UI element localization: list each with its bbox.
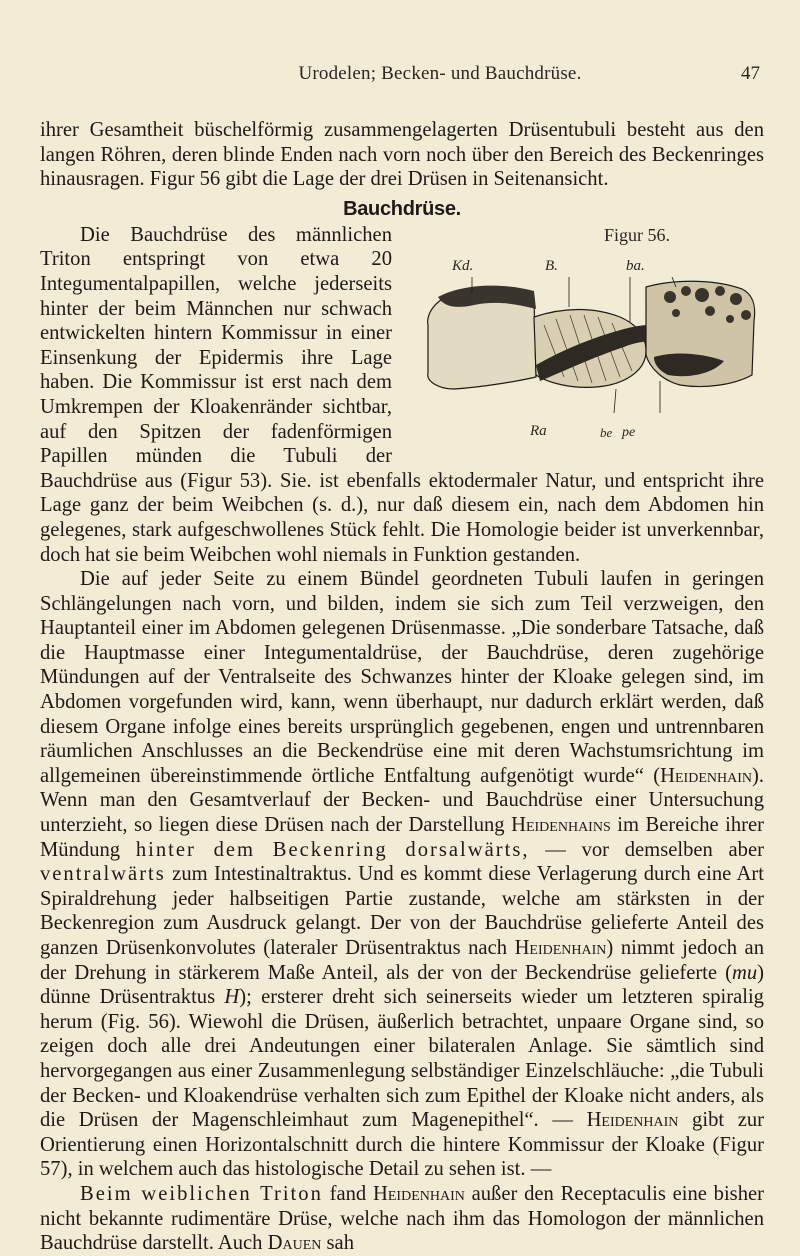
page-number: 47 — [741, 63, 760, 84]
paragraph-intro: ihrer Gesamtheit büschelförmig zusammengelagerten Drüsentubuli besteht aus den langen Röhren, deren blinde Enden nach vorn noch über den Bereich des Beckenringes hinausragen. Figur 56 gibt die Lage der drei Drüsen in Seitenansicht. — [40, 119, 764, 191]
section-heading: Bauchdrüse. — [343, 197, 461, 220]
author-name: Heidenhain — [514, 937, 607, 959]
text-run: zum Intestinaltraktus. Und es kommt diese Verlagerung durch eine Art Spiraldrehung jeder halbseitigen Partie zustande, welche am stärksten in der Beckenregion zum Ausdruck gelangt. Der von der Bauchdrüse gelieferte Anteil des ganzen Drüsenkonvolutes (lateraler Drüsentraktus nach — [40, 863, 764, 959]
figure-label-kd: Kd. — [452, 257, 474, 274]
author-name: Dauen — [267, 1232, 322, 1255]
figure-label-pe: pe — [622, 424, 636, 440]
author-name: Heidenhain — [660, 764, 752, 787]
emphasis-spaced: ventralwärts — [40, 863, 166, 886]
figure-label-ba: ba. — [626, 257, 645, 274]
italic-symbol: H — [224, 986, 240, 1009]
text-run: Die auf jeder Seite zu einem Bündel geordneten Tubuli laufen in geringen Schlängelungen nach vorn, und bilden, indem sie sich zum Teil verzweigen, den Hauptanteil einer im Abdomen gelegenen Drüsenmasse. „Die sonderbare Tatsache, daß die Hauptmasse einer Integumentaldrüse, der Bauchdrüse, deren zugehörige Mündungen auf der Ventralseite des Schwanzes hinter der Kloake gelegen sind, im Abdomen vorgefunden wird, kann, wenn überhaupt, nur dadurch erklärt werden, daß diesem Organe infolge eines bereits ursprünglich gegebenen, engen und untrennbaren räumlichen Anschlusses an die Beckendrüse eine mit deren Wachstumsrichtung im allgemeinen übereinstimmende örtliche Entfaltung aufgenötigt wurde“ ( — [40, 568, 764, 787]
text-run: gibt zur Orientierung einen Horizontalschnitt durch die hintere Kommissur der Kloake (Figur 57), in welchem auch das histologische Detail zu sehen ist. — — [40, 1109, 764, 1181]
paragraph-tubuli — [40, 567, 764, 1182]
figure-caption: Figur 56. — [604, 224, 671, 245]
paragraph-bauchdruese: Die Bauchdrüse des männlichen Triton entspringt von etwa 20 Integumentalpapillen, welche jederseits hinter der beim Männchen nur schwach entwickelten hintern Kommissur in einer Einsenkung der Epidermis ihre Lage haben. Die Kommissur ist erst nach dem Umkrempen der Kloakenränder sichtbar, auf den Spitzen der fadenförmigen Papillen münden die Tubuli der Bauchdrüse aus (Figur 53). Sie. ist ebenfalls ektodermaler Natur, und entspricht ihre Lage ganz der beim Weibchen (s. d.), nur daß diesem ein, nach dem Abdomen hin gelegenes, stark aufgeschwollenes Stück fehlt. Die Homologie beider ist unverkennbar, doch hat sie beim Weibchen wohl niemals in Funktion gestanden. — [40, 223, 764, 566]
text-run: ). Wenn man den Gesamtverlauf der Becken- und Bauchdrüse einer Untersuchung unterzieht, so liegen diese Drüsen nach der Darstellung — [40, 764, 764, 837]
page-header — [0, 63, 800, 93]
figure-56 — [402, 225, 766, 441]
body-text — [40, 118, 764, 1256]
italic-symbol: mu — [731, 961, 758, 984]
author-name: Heidenhains — [511, 814, 611, 837]
text-run: ) nimmt jedoch an der Drehung in stärkerem Maße Anteil, als der von der Beckendrüse gelieferte ( — [40, 937, 764, 984]
text-run: fand — [322, 1182, 373, 1205]
figure-label-be: be — [600, 424, 613, 440]
gland-illustration — [424, 277, 758, 415]
emphasis-spaced: Beim weiblichen Triton — [80, 1182, 323, 1205]
emphasis-spaced: hinter dem Beckenring dorsalwärts, — [135, 838, 530, 861]
text-run: sah — [321, 1232, 354, 1255]
paragraph-weiblich — [40, 1182, 764, 1256]
text-run: — vor demselben aber — [529, 838, 764, 861]
author-name: Heidenhain — [373, 1182, 465, 1205]
running-head: Urodelen; Becken- und Bauchdrüse. — [298, 63, 582, 84]
text-run: ) dünne Drüsentraktus — [40, 961, 764, 1009]
figure-label-ra: Ra — [530, 422, 547, 439]
author-name: Heidenhain — [586, 1109, 679, 1132]
text-run: im Bereiche ihrer Mündung — [40, 814, 764, 861]
text-run: ); ersterer dreht sich seinerseits wieder um letzteren spiralig herum (Fig. 56). Wiewohl die Drüsen, äußerlich betrachtet, unpaare Organe sind, so zeigen doch alle drei Andeutungen einer bilateralen Anlage. Sie sämtlich sind hervorgegangen aus einer Zusammenlegung selbständiger Einzelschläuche: „die Tubuli der Becken- und Kloakendrüse verhalten sich zum Epithel der Kloake nicht anders, als die Drüsen der Magenschleimhaut zum Magenepithel“. — — [40, 986, 764, 1132]
figure-label-b: B. — [545, 257, 558, 274]
text-run: außer den Receptaculis eine bisher nicht bekannte rudimentäre Drüse, welche nach ihm das Homologon der männlichen Bauchdrüse darstellt. Auch — [40, 1182, 764, 1255]
